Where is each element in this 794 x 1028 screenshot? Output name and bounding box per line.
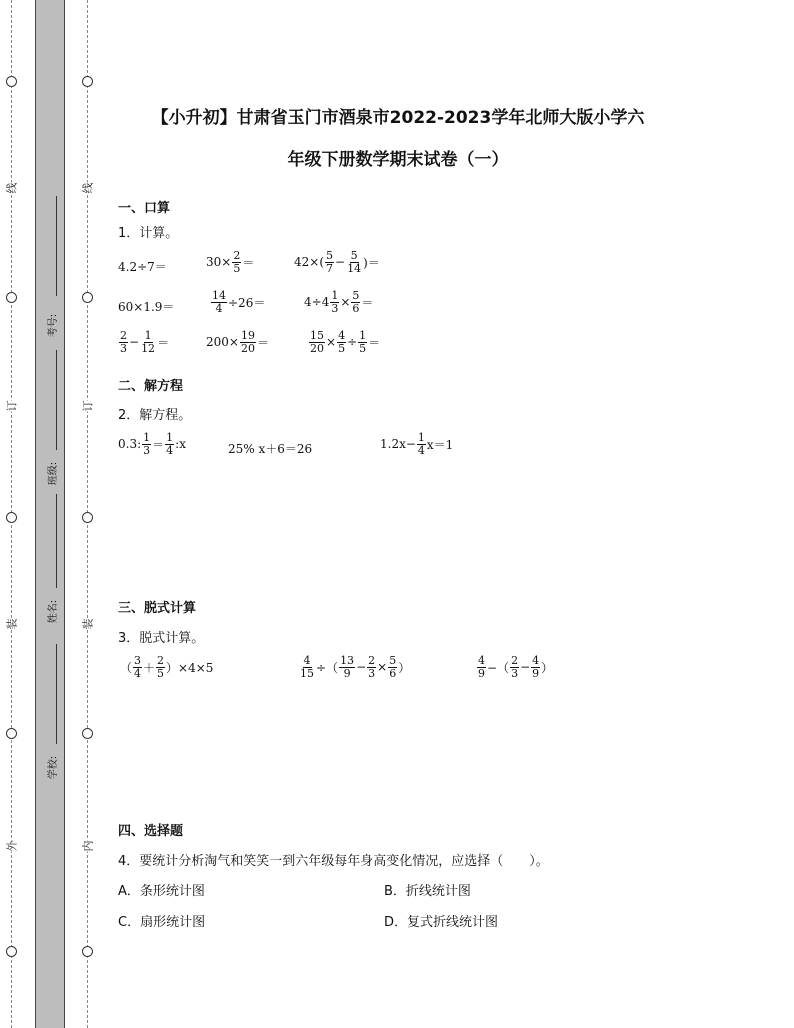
margin-char: 线 (81, 182, 95, 194)
oral-calc-item: 4.2÷7＝ (118, 260, 167, 274)
margin-char: 订 (5, 400, 19, 412)
oral-calc-item: 30× $\frac{2}{5}$ ＝ (206, 249, 255, 275)
margin-char: 装 (5, 618, 19, 630)
choice-option-a[interactable]: A．条形统计图 (118, 884, 205, 899)
punch-hole-circle (6, 512, 17, 523)
equation-item: 1.2x− $\frac{1}{4}$ x＝1 (380, 431, 454, 457)
field-label-name: 姓名: (48, 599, 60, 624)
oral-calc-item: 200× $\frac{19}{20}$ ＝ (206, 329, 269, 355)
section-heading: 三、脱式计算 (118, 601, 197, 616)
stepwise-calc-item: $\frac{4}{9}$ −（ $\frac{2}{3}$ − $\frac{4}{9}$ ） (478, 654, 554, 680)
oral-calc-item: $\frac{2}{3}$ − $\frac{1}{12}$ ＝ (120, 329, 170, 355)
oral-calc-item: 4÷4 $\frac{1}{3}$ × $\frac{5}{6}$ ＝ (304, 289, 374, 315)
punch-hole-circle (6, 76, 17, 87)
question-stem: 4．要统计分析淘气和笑笑一到六年级每年身高变化情况，应选择（ ）。 (118, 854, 549, 869)
exam-title-line1: 【小升初】甘肃省玉门市酒泉市2022-2023学年北师大版小学六 (151, 108, 645, 128)
choice-option-b[interactable]: B．折线统计图 (384, 884, 471, 899)
margin-char: 外 (5, 840, 19, 852)
punch-hole-circle (82, 292, 93, 303)
choice-option-d[interactable]: D．复式折线统计图 (384, 915, 499, 930)
class-blank[interactable] (56, 350, 57, 450)
field-label-exam-number: 考号: (48, 313, 60, 338)
section-heading: 四、选择题 (118, 824, 184, 839)
margin-char: 内 (81, 840, 95, 852)
margin-char: 线 (5, 182, 19, 194)
exam-title-line2: 年级下册数学期末试卷（一） (287, 150, 509, 170)
section-heading: 二、解方程 (118, 379, 184, 394)
question-stem: 1．计算。 (118, 226, 179, 241)
oral-calc-item: 60×1.9＝ (118, 300, 175, 314)
gray-binding-band (35, 0, 65, 1028)
section-heading: 一、口算 (118, 201, 171, 216)
punch-hole-circle (6, 292, 17, 303)
equation-item: 0.3: $\frac{1}{3}$ ＝ $\frac{1}{4}$ :x (118, 431, 186, 457)
choice-option-c[interactable]: C．扇形统计图 (118, 915, 206, 930)
punch-hole-circle (82, 728, 93, 739)
oral-calc-item: 42×( $\frac{5}{7}$ − $\frac{5}{14}$ )＝ (294, 249, 380, 275)
margin-char: 装 (81, 618, 95, 630)
punch-hole-circle (82, 512, 93, 523)
punch-hole-circle (6, 728, 17, 739)
punch-hole-circle (82, 76, 93, 87)
field-label-school: 学校: (48, 755, 60, 780)
margin-char: 订 (81, 400, 95, 412)
punch-hole-circle (6, 946, 17, 957)
school-blank[interactable] (56, 644, 57, 744)
equation-item: 25% x＋6＝26 (228, 442, 313, 456)
exam-number-blank[interactable] (56, 196, 57, 296)
field-label-class: 班级: (48, 461, 60, 486)
question-stem: 3．脱式计算。 (118, 631, 205, 646)
oral-calc-item: $\frac{15}{20}$ × $\frac{4}{5}$ ÷ $\frac{1}{5}$ ＝ (310, 329, 381, 355)
question-stem: 2．解方程。 (118, 408, 192, 423)
stepwise-calc-item: （ $\frac{3}{4}$ ＋ $\frac{2}{5}$ ）×4×5 (120, 654, 214, 680)
binding-margin (0, 0, 100, 1028)
oral-calc-item: $\frac{14}{4}$ ÷26＝ (212, 289, 266, 315)
name-blank[interactable] (56, 494, 57, 588)
stepwise-calc-item: $\frac{4}{15}$ ÷（ $\frac{13}{9}$ − $\frac{2}{3}$ × $\frac{5}{6}$ ） (300, 654, 411, 680)
punch-hole-circle (82, 946, 93, 957)
